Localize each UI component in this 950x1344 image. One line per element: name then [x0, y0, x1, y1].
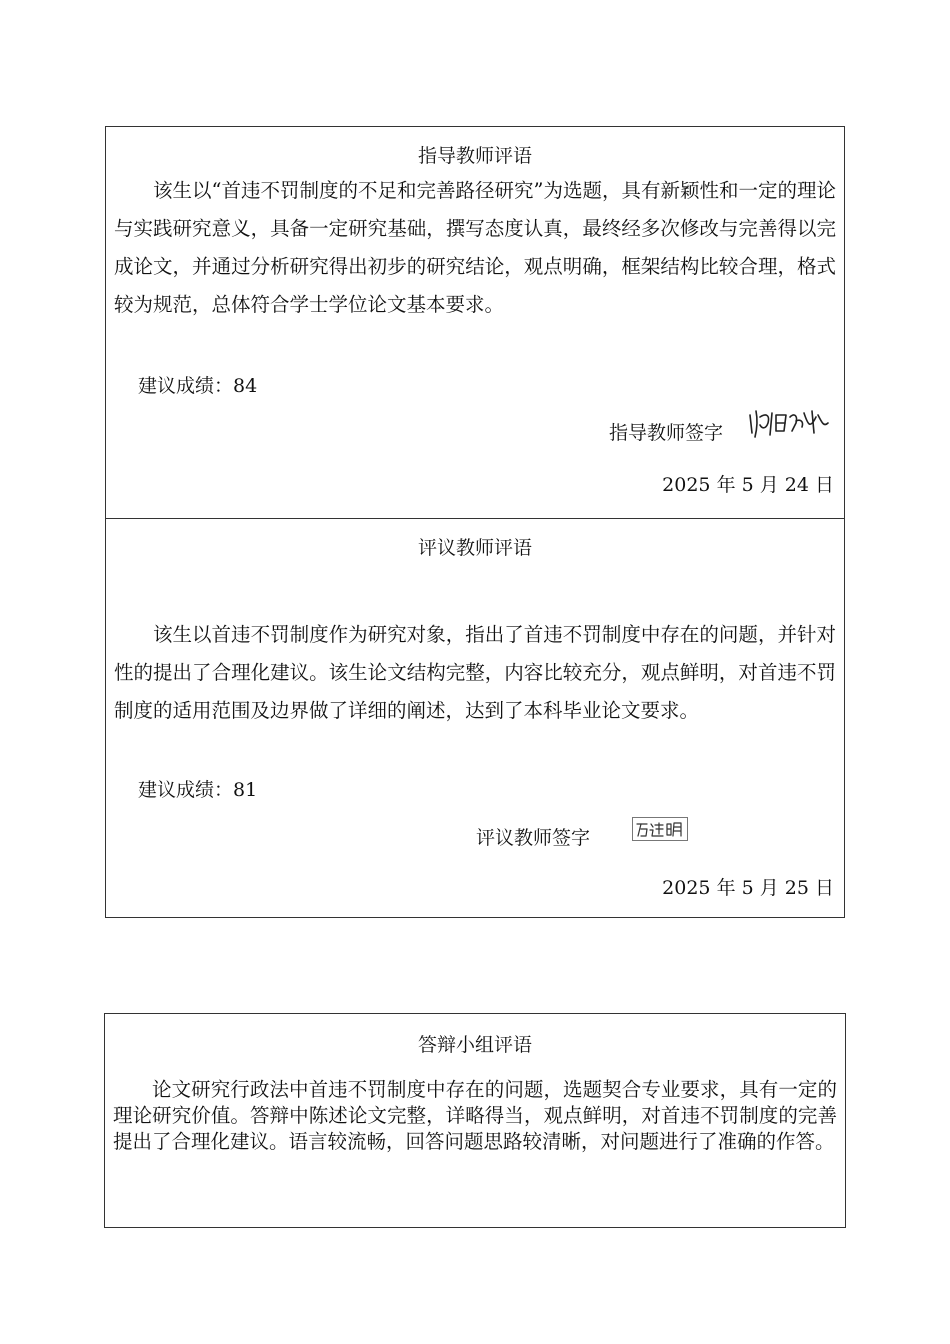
advisor-grade: 建议成绩：84	[138, 375, 258, 397]
advisor-signature	[746, 403, 832, 447]
reviewer-date: 2025 年 5 月 25 日	[662, 877, 834, 899]
reviewer-title: 评议教师评语	[417, 537, 532, 559]
advisor-date: 2025 年 5 月 24 日	[662, 474, 834, 496]
reviewer-section	[106, 519, 844, 917]
reviewer-grade: 建议成绩：81	[138, 779, 258, 801]
defense-title: 答辩小组评语	[417, 1034, 532, 1056]
defense-comment: 论文研究行政法中首违不罚制度中存在的问题，选题契合专业要求，具有一定的理论研究价值。答辩中陈述论文完整，详略得当，观点鲜明，对首违不罚制度的完善提出了合理化建议。语言较流畅，回答问题思路较清晰，对问题进行了准确的作答。	[113, 1078, 837, 1153]
advisor-section	[106, 127, 844, 518]
advisor-comment: 该生以“首违不罚制度的不足和完善路径研究”为选题，具有新颖性和一定的理论与实践研究意义，具备一定研究基础，撰写态度认真，最终经多次修改与完善得以完成论文，并通过分析研究得出初步的研究结论，观点明确，框架结构比较合理，格式较为规范，总体符合学士学位论文基本要求。	[114, 179, 836, 316]
reviewer-comment: 该生以首违不罚制度作为研究对象，指出了首违不罚制度中存在的问题，并针对性的提出了合理化建议。该生论文结构完整，内容比较充分，观点鲜明，对首违不罚制度的适用范围及边界做了详细的阐述，达到了本科毕业论文要求。	[114, 623, 836, 722]
evaluation-table	[105, 126, 845, 918]
advisor-sign-label: 指导教师签字	[609, 422, 724, 444]
reviewer-signature	[632, 817, 688, 841]
reviewer-sign-label: 评议教师签字	[476, 827, 591, 849]
defense-table	[104, 1013, 846, 1228]
advisor-title: 指导教师评语	[417, 145, 532, 167]
